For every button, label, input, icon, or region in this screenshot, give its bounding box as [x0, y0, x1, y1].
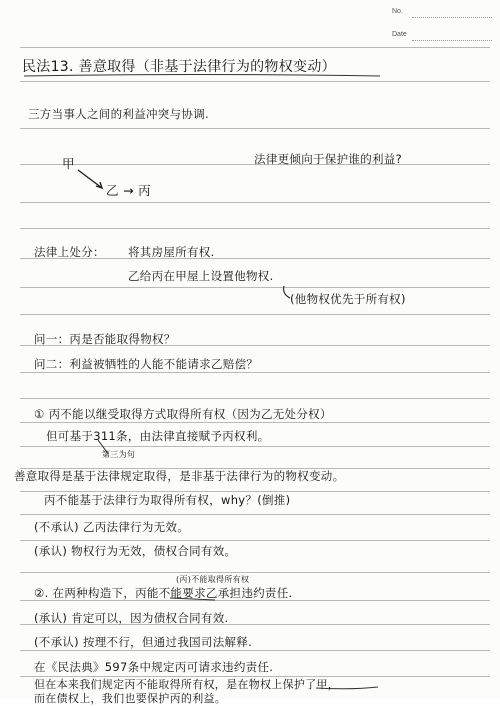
point-1: ① 丙不能以继受取得方式取得所有权（因为乙无处分权） [34, 407, 332, 421]
point-3: 善意取得是基于法律规定取得，是非基于法律行为的物权变动。 [14, 469, 345, 483]
point-5: (不承认) 乙丙法律行为无效。 [34, 520, 190, 534]
point-8: (承认) 肯定可以，因为债权合同有效. [34, 611, 229, 625]
question-1: 问一：丙是否能取得物权？ [34, 332, 176, 346]
law-disposal-label: 法律上处分： [34, 245, 105, 259]
ruled-line [20, 446, 490, 447]
ruled-line [20, 314, 490, 315]
ruled-line [20, 372, 490, 373]
disposal-item-3: (他物权优先于所有权) [290, 292, 406, 306]
no-field-line [412, 17, 492, 18]
point-9: (不承认) 按理不行，但通过我国司法解释. [34, 635, 253, 649]
ruled-line [20, 398, 490, 399]
date-label: Date [392, 31, 407, 38]
arrow-jia-to-yi [78, 170, 102, 188]
ruled-line [20, 514, 490, 515]
point-12: 而在债权上，我们也要保护丙的利益。 [34, 692, 227, 705]
ruled-line [20, 422, 490, 423]
disposal-item-2: 乙给丙在甲屋上设置他物权. [128, 269, 274, 283]
point-2: 但可基于311条，由法律直接赋予丙权利。 [46, 429, 270, 443]
ruled-line [20, 572, 490, 573]
ruled-line [20, 47, 490, 48]
intro-line: 三方当事人之间的利益冲突与协调. [28, 107, 209, 121]
point-10: 在《民法典》597条中规定丙可请求违约责任. [34, 660, 274, 674]
question-2: 问二：利益被牺牲的人能不能请求乙赔偿？ [34, 357, 259, 371]
point-11: 但在本来我们规定丙不能取得所有权，是在物权上保护了甲， [34, 678, 340, 691]
question-line: 法律更倾向于保护谁的利益? [254, 152, 403, 166]
page-title: 民法13. 善意取得（非基于法律行为的物权变动） [22, 59, 336, 75]
ruled-line [20, 650, 490, 651]
ruled-line [20, 202, 490, 203]
point-2-note: 第三为句 [102, 450, 136, 459]
arrow-head [96, 182, 102, 188]
date-field-line [412, 40, 492, 41]
disposal-item-1: 将其房屋所有权. [128, 245, 215, 259]
point-7: ②. 在两种构造下，丙能不能要求乙承担违约责任. [34, 586, 293, 600]
point-6: (承认) 物权行为无效，债权合同有效。 [34, 544, 237, 558]
ruled-line [20, 287, 490, 288]
point-4: 丙不能基于法律行为取得所有权，why？(倒推) [44, 493, 291, 507]
party-jia: 甲 [62, 156, 75, 171]
point-7-note: (丙)不能取得所有权 [176, 575, 250, 584]
no-label: No. [392, 8, 403, 15]
ruled-line [20, 228, 490, 229]
ruled-line [20, 128, 490, 129]
party-yi-bing: 乙 → 丙 [106, 183, 151, 198]
ruled-line [20, 81, 490, 82]
ruled-line [20, 540, 490, 541]
